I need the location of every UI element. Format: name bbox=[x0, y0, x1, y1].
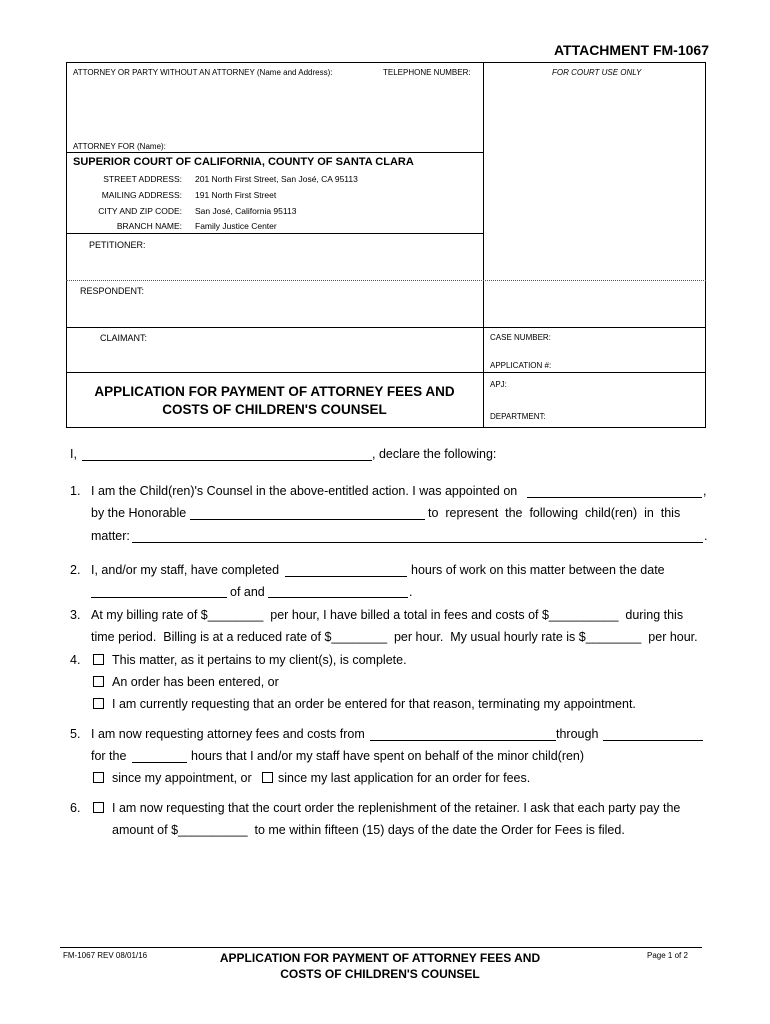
application-title-line1: APPLICATION FOR PAYMENT OF ATTORNEY FEES AND bbox=[94, 384, 455, 399]
branch-value: Family Justice Center bbox=[195, 221, 277, 231]
court-name: SUPERIOR COURT OF CALIFORNIA, COUNTY OF SANTA CLARA bbox=[73, 156, 414, 168]
item5-text-b1: for the bbox=[91, 749, 127, 763]
attachment-title: ATTACHMENT FM-1067 bbox=[553, 42, 709, 58]
item5-through: through bbox=[556, 727, 599, 741]
item4-text-a: This matter, as it pertains to my client(s), is complete. bbox=[112, 653, 407, 667]
item2-text-a: I, and/or my staff, have completed bbox=[91, 563, 280, 577]
children-names-field[interactable] bbox=[132, 542, 703, 543]
item1-text-c: to represent the following child(ren) in this bbox=[428, 506, 681, 520]
application-number-label: APPLICATION #: bbox=[490, 361, 552, 370]
branch-divider bbox=[66, 233, 483, 234]
item1-text-a: I am the Child(ren)'s Counsel in the above-entitled action. I was appointed on bbox=[91, 484, 518, 498]
branch-label: BRANCH NAME: bbox=[116, 221, 182, 231]
footer-rule bbox=[60, 947, 702, 948]
apj-label: APJ: bbox=[490, 380, 507, 389]
street-label: STREET ADDRESS: bbox=[103, 174, 182, 184]
item3-text-a: At my billing rate of $________ per hour, I have billed a total in fees and costs of $__________ during this bbox=[91, 608, 684, 622]
item1-text-d: matter: bbox=[91, 529, 130, 543]
declarant-name-field[interactable] bbox=[82, 460, 372, 461]
item1-period: . bbox=[704, 529, 708, 543]
item2-text-c: of and bbox=[230, 585, 265, 599]
item2-text-b: hours of work on this matter between the date bbox=[411, 563, 665, 577]
item1-number: 1. bbox=[70, 484, 81, 498]
claimant-label: CLAIMANT: bbox=[100, 333, 148, 343]
case-number-label: CASE NUMBER: bbox=[490, 333, 551, 342]
matter-complete-checkbox[interactable] bbox=[93, 654, 104, 665]
court-divider bbox=[66, 152, 483, 153]
retainer-replenish-checkbox[interactable] bbox=[93, 802, 104, 813]
intro-declare: , declare the following: bbox=[372, 447, 497, 461]
item2-number: 2. bbox=[70, 563, 81, 577]
since-appointment-checkbox[interactable] bbox=[93, 772, 104, 783]
item3-text-b: time period. Billing is at a reduced rate of $________ per hour. My usual hourly rate is $________ per hour. bbox=[91, 630, 698, 644]
item5-number: 5. bbox=[70, 727, 81, 741]
item3-number: 3. bbox=[70, 608, 81, 622]
attorney-for-label: ATTORNEY FOR (Name): bbox=[73, 142, 166, 151]
start-date-field[interactable] bbox=[91, 597, 227, 598]
respondent-label: RESPONDENT: bbox=[80, 286, 145, 296]
application-title bbox=[66, 383, 483, 419]
form-id: FM-1067 REV 08/01/16 bbox=[63, 951, 148, 960]
since-last-application-checkbox[interactable] bbox=[262, 772, 273, 783]
footer-title-line1: APPLICATION FOR PAYMENT OF ATTORNEY FEES AND bbox=[219, 951, 541, 965]
title-divider bbox=[66, 372, 706, 373]
city-label: CITY AND ZIP CODE: bbox=[98, 206, 182, 216]
item1-text-b: by the Honorable bbox=[91, 506, 187, 520]
attorney-label: ATTORNEY OR PARTY WITHOUT AN ATTORNEY (Name and Address): bbox=[73, 68, 333, 77]
request-order-checkbox[interactable] bbox=[93, 698, 104, 709]
mailing-value: 191 North First Street bbox=[195, 190, 277, 200]
item1-comma: , bbox=[703, 484, 707, 498]
item5-text-c2: since my last application for an order for fees. bbox=[278, 771, 531, 785]
city-value: San José, California 95113 bbox=[195, 206, 297, 216]
mailing-label: MAILING ADDRESS: bbox=[101, 190, 182, 200]
page-number: Page 1 of 2 bbox=[647, 951, 688, 960]
fees-through-date-field[interactable] bbox=[603, 740, 703, 741]
item4-number: 4. bbox=[70, 653, 81, 667]
item2-period: . bbox=[409, 585, 413, 599]
fees-from-date-field[interactable] bbox=[370, 740, 556, 741]
item6-number: 6. bbox=[70, 801, 81, 815]
petitioner-divider bbox=[66, 280, 706, 281]
intro-i: I, bbox=[70, 447, 77, 461]
department-label: DEPARTMENT: bbox=[490, 412, 546, 421]
caption-box bbox=[66, 62, 706, 428]
item5-text-a: I am now requesting attorney fees and costs from bbox=[91, 727, 365, 741]
item6-text-b: amount of $__________ to me within fifteen (15) days of the date the Order for Fees is filed. bbox=[112, 823, 625, 837]
footer-title bbox=[190, 950, 570, 982]
street-value: 201 North First Street, San José, CA 95113 bbox=[195, 174, 358, 184]
hours-completed-field[interactable] bbox=[285, 576, 407, 577]
petitioner-label: PETITIONER: bbox=[89, 240, 146, 250]
order-entered-checkbox[interactable] bbox=[93, 676, 104, 687]
application-title-line2: COSTS OF CHILDREN'S COUNSEL bbox=[162, 402, 387, 417]
court-use-label: FOR COURT USE ONLY bbox=[552, 68, 642, 77]
caption-divider bbox=[483, 62, 484, 428]
claimant-divider bbox=[66, 327, 706, 328]
item5-text-b2: hours that I and/or my staff have spent on behalf of the minor child(ren) bbox=[191, 749, 585, 763]
item4-text-c: I am currently requesting that an order be entered for that reason, terminating my appointment. bbox=[112, 697, 636, 711]
end-date-field[interactable] bbox=[268, 597, 408, 598]
telephone-label: TELEPHONE NUMBER: bbox=[383, 68, 471, 77]
hours-spent-field[interactable] bbox=[132, 762, 187, 763]
footer-title-line2: COSTS OF CHILDREN'S COUNSEL bbox=[280, 967, 480, 981]
item4-text-b: An order has been entered, or bbox=[112, 675, 279, 689]
item6-text-a: I am now requesting that the court order the replenishment of the retainer. I ask that each party pay the bbox=[112, 801, 681, 815]
appointed-date-field[interactable] bbox=[527, 497, 702, 498]
judge-name-field[interactable] bbox=[190, 519, 425, 520]
item5-text-c1: since my appointment, or bbox=[112, 771, 252, 785]
